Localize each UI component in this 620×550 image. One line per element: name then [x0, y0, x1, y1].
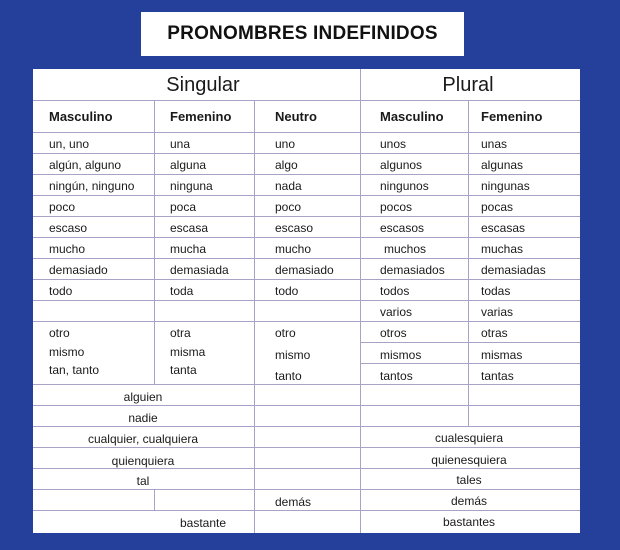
cell: otras	[481, 326, 508, 340]
cell-bastantes: bastantes	[442, 515, 496, 529]
grid-line	[33, 468, 580, 469]
cell-tales: tales	[456, 473, 482, 487]
cell: otra	[170, 326, 191, 340]
grid-line	[33, 153, 580, 154]
page-title-text: PRONOMBRES INDEFINIDOS	[167, 23, 438, 44]
cell: algo	[275, 158, 298, 172]
cell: alguna	[170, 158, 207, 172]
cell: tan, tanto	[49, 363, 100, 377]
cell: demasiado	[275, 263, 334, 277]
cell: unos	[380, 137, 407, 151]
cell: todo	[49, 284, 73, 298]
cell: demasiado	[49, 263, 108, 277]
header-neutro: Neutro	[275, 109, 317, 124]
cell: poco	[275, 200, 302, 214]
cell: ninguna	[170, 179, 213, 193]
cell: poco	[49, 200, 76, 214]
cell: muchas	[481, 242, 524, 256]
plural-header: Plural	[442, 74, 494, 96]
cell: otro	[49, 326, 70, 340]
cell: algunas	[481, 158, 524, 172]
cell: pocos	[380, 200, 413, 214]
grid-line	[360, 342, 580, 343]
singular-header: Singular	[166, 74, 240, 96]
cell-tal: tal	[136, 474, 150, 488]
cell: varios	[380, 305, 413, 319]
grid-line	[33, 426, 580, 427]
header-femenino-plural: Femenino	[481, 109, 543, 124]
cell: algún, alguno	[49, 158, 122, 172]
cell: ningunas	[481, 179, 530, 193]
cell: una	[170, 137, 191, 151]
grid-line	[468, 384, 469, 426]
grid-line	[33, 100, 580, 101]
cell: ningunos	[380, 179, 429, 193]
cell: demasiados	[380, 263, 445, 277]
grid-line	[33, 321, 580, 322]
cell-quienquiera: quienquiera	[111, 454, 175, 468]
cell: escasas	[481, 221, 526, 235]
cell: toda	[170, 284, 194, 298]
cell: misma	[170, 345, 206, 359]
cell: tanto	[275, 369, 302, 383]
grid-line	[154, 489, 155, 510]
cell-bastante: bastante	[179, 516, 227, 530]
cell: mucho	[49, 242, 86, 256]
cell: escaso	[275, 221, 314, 235]
cell: un, uno	[49, 137, 90, 151]
header-femenino-singular: Femenino	[170, 109, 232, 124]
cell: mismos	[380, 348, 422, 362]
cell: escasa	[170, 221, 209, 235]
header-masculino-singular: Masculino	[49, 109, 113, 124]
cell: escaso	[49, 221, 88, 235]
grid-line	[33, 510, 580, 511]
cell: mucho	[275, 242, 312, 256]
grid-line	[154, 100, 155, 384]
grid-line	[33, 447, 580, 448]
cell: todos	[380, 284, 410, 298]
cell: algunos	[380, 158, 423, 172]
cell-nadie: nadie	[128, 411, 158, 425]
cell: muchos	[384, 242, 427, 256]
cell: poca	[170, 200, 197, 214]
cell: nada	[275, 179, 302, 193]
cell: mucha	[170, 242, 207, 256]
cell-cualquier: cualquier, cualquiera	[87, 432, 199, 446]
cell-alguien: alguien	[123, 390, 163, 404]
cell: uno	[275, 137, 296, 151]
grid-line	[33, 216, 580, 217]
cell: otro	[275, 326, 296, 340]
grid-line	[468, 100, 469, 384]
pronoun-table	[33, 69, 580, 533]
grid-line	[33, 195, 580, 196]
cell: mismo	[275, 348, 311, 362]
cell: varias	[481, 305, 514, 319]
cell: todas	[481, 284, 511, 298]
cell: demasiada	[170, 263, 229, 277]
grid-line	[33, 279, 580, 280]
cell-quienesquiera: quienesquiera	[431, 453, 507, 467]
cell: demasiadas	[481, 263, 546, 277]
cell: ningún, ninguno	[49, 179, 135, 193]
cell: tantos	[380, 369, 413, 383]
header-masculino-plural: Masculino	[380, 109, 444, 124]
cell: mismo	[49, 345, 85, 359]
grid-line	[33, 489, 580, 490]
grid-line	[33, 132, 580, 133]
grid-line	[33, 258, 580, 259]
cell-cualesquiera: cualesquiera	[434, 431, 504, 445]
grid-line	[33, 174, 580, 175]
page-title	[141, 12, 464, 56]
cell: todo	[275, 284, 299, 298]
cell: mismas	[481, 348, 523, 362]
grid-line	[360, 363, 580, 364]
grid-line	[360, 69, 361, 533]
grid-line	[254, 100, 255, 533]
cell: otros	[380, 326, 407, 340]
cell: unas	[481, 137, 508, 151]
cell-demas-plural: demás	[450, 494, 488, 508]
grid-line	[33, 405, 580, 406]
cell: tantas	[481, 369, 514, 383]
grid-line	[33, 384, 580, 385]
grid-line	[33, 300, 580, 301]
cell: pocas	[481, 200, 514, 214]
grid-line	[33, 237, 580, 238]
cell: escasos	[380, 221, 425, 235]
cell: tanta	[170, 363, 197, 377]
cell-demas-singular: demás	[275, 495, 312, 509]
